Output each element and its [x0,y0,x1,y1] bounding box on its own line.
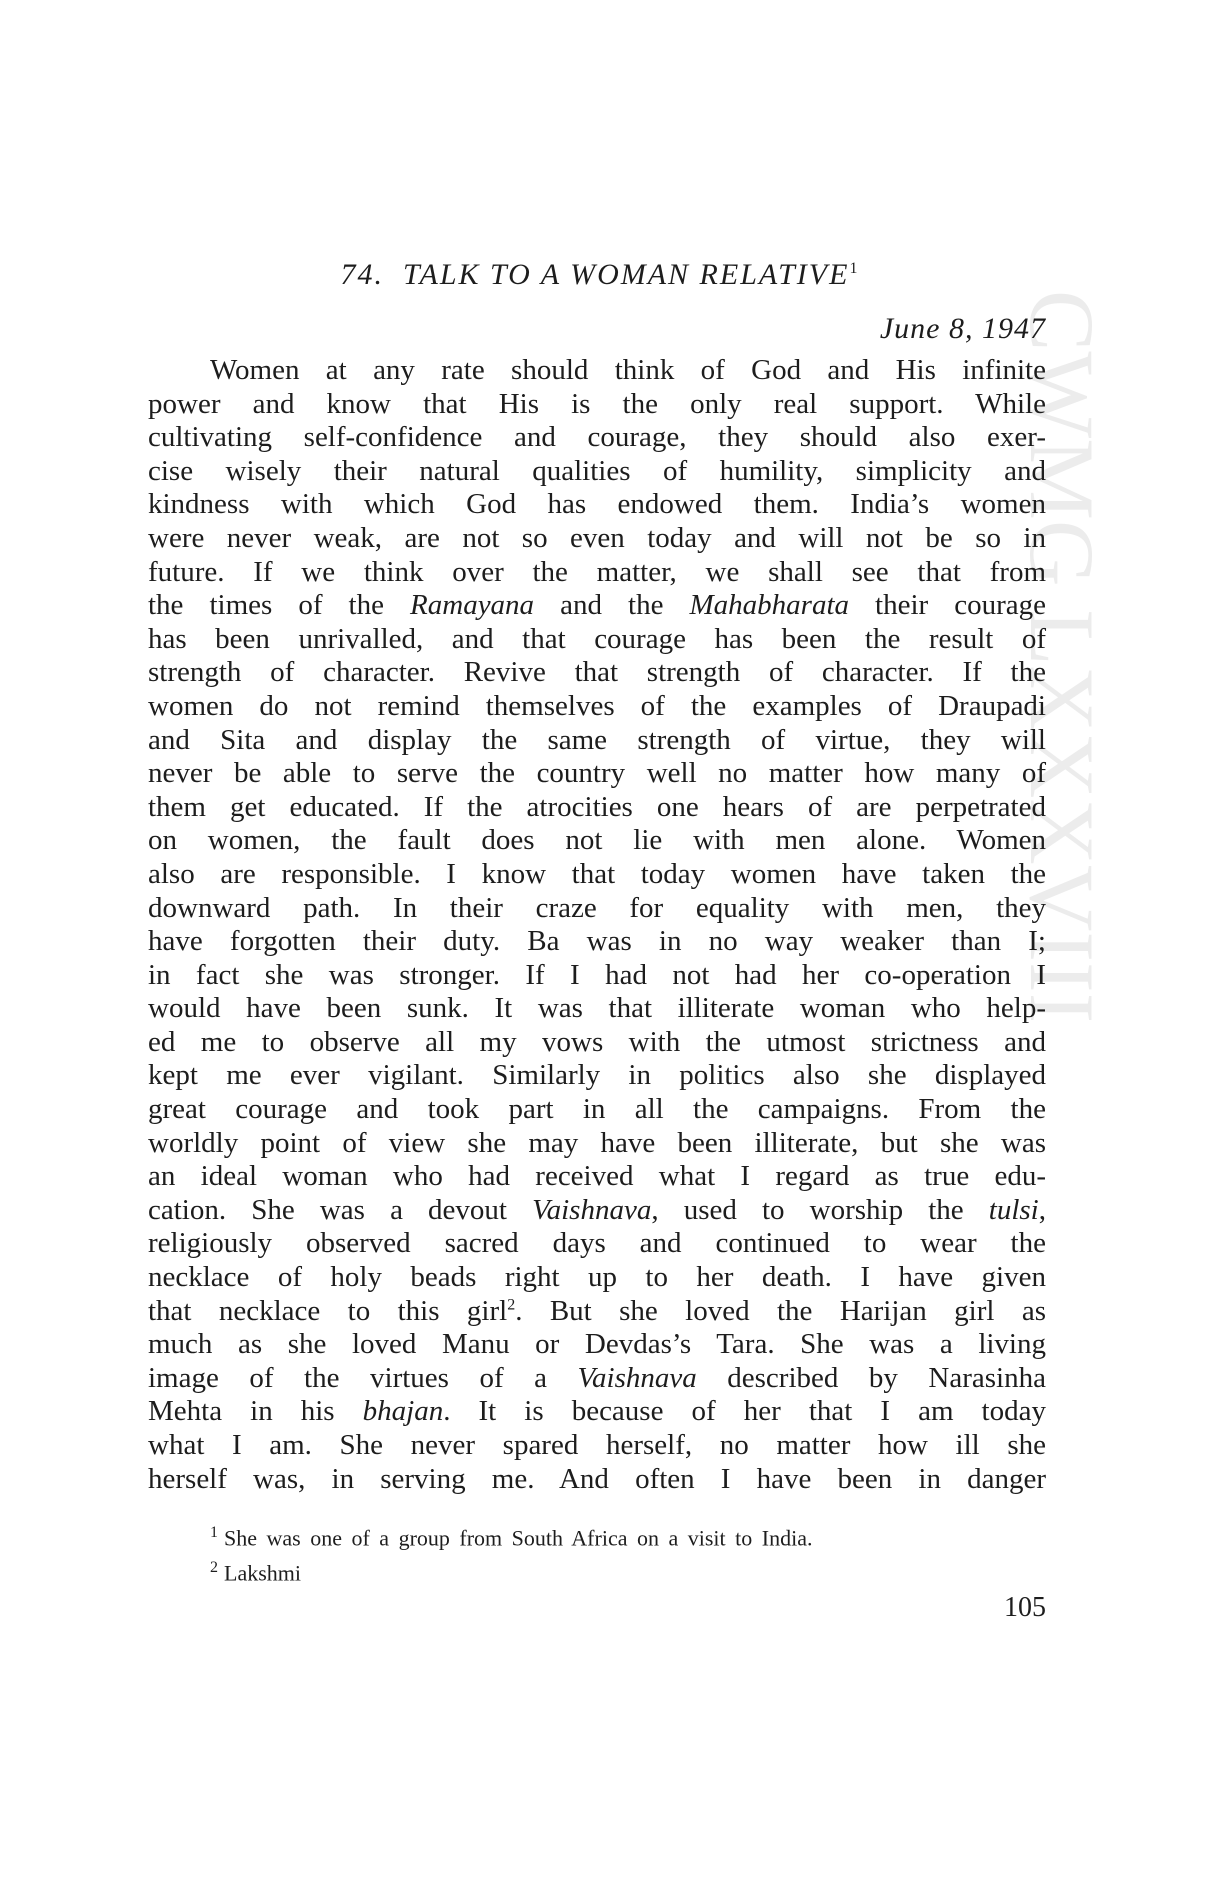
italic-term: tulsi [988,1193,1039,1226]
italic-term: Vaishnava [577,1361,697,1394]
text-segment: , used to worship the [651,1193,989,1226]
text-segment: cation. She was a devout [148,1193,533,1226]
italic-term: bhajan [362,1395,444,1428]
text-line: power and know that His is the only real support. While [148,387,1046,420]
text-line: an ideal woman who had received what I regard as true edu- [148,1160,1046,1193]
footnote [210,1518,1040,1553]
section-title: TALK TO A WOMAN RELATIVE [403,258,850,291]
text-line: women do not remind themselves of the examples of Draupadi [148,689,1046,722]
text-line: also are responsible. I know that today women have taken the [148,857,1046,890]
dateline: June 8, 1947 [879,312,1046,345]
text-segment: and the [534,589,690,622]
body-text [148,354,1046,1496]
text-line [148,1194,1046,1228]
text-segment: the times of the [148,589,411,622]
text-line: kept me ever vigilant. Similarly in politics also she displayed [148,1059,1046,1092]
text-line: downward path. In their craze for equality with men, they [148,891,1046,924]
text-segment: Mehta in his [148,1395,363,1428]
footnote-number: 1 [210,1524,218,1541]
text-line: future. If we think over the matter, we shall see that from [148,555,1046,588]
footnotes [210,1518,1040,1589]
text-line: never be able to serve the country well no matter how many of [148,757,1046,790]
text-segment: image of the virtues of a [148,1361,578,1394]
italic-term: Mahabharata [689,589,849,622]
italic-term: Ramayana [410,589,535,622]
text-line: have forgotten their duty. Ba was in no way weaker than I; [148,925,1046,958]
text-line: cise wisely their natural qualities of humility, simplicity and [148,454,1046,487]
text-line: herself was, in serving me. And often I have been in danger [148,1462,1046,1495]
text-line: great courage and took part in all the campaigns. From the [148,1093,1046,1126]
text-line: necklace of holy beads right up to her death. I have given [148,1261,1046,1294]
text-line: what I am. She never spared herself, no matter how ill she [148,1429,1046,1461]
text-line: Women at any rate should think of God and His infinite [210,354,1046,386]
text-segment: . It is because of her that I am today [443,1395,1046,1428]
text-line [148,1395,1046,1429]
italic-term: Vaishnava [532,1193,652,1226]
footnote-number: 2 [210,1559,218,1577]
footnote-text: She was one of a group from South Africa on a visit to India. [224,1525,813,1551]
text-line: in fact she was stronger. If I had not had her co-operation I [148,958,1046,991]
page-number: 105 [1004,1592,1046,1623]
text-line: religiously observed sacred days and continued to wear the [148,1227,1046,1260]
text-line: them get educated. If the atrocities one hears of are perpetrated [148,790,1046,823]
section-number: 74. [340,258,385,291]
page-title [160,258,1040,292]
text-line: has been unrivalled, and that courage has been the result of [148,622,1046,655]
text-line [148,1295,1046,1329]
text-line [148,1362,1046,1396]
text-segment: , [1038,1193,1046,1226]
text-line: worldly point of view she may have been illiterate, but she was [148,1126,1046,1159]
footnote [210,1553,1040,1588]
text-line: and Sita and display the same strength of virtue, they will [148,723,1046,756]
text-line: were never weak, are not so even today and will not be so in [148,521,1046,554]
text-line: much as she loved Manu or Devdas’s Tara. She was a living [148,1328,1046,1361]
text-line: on women, the fault does not lie with men alone. Women [148,824,1046,857]
text-line: ed me to observe all my vows with the utmost strictness and [148,1025,1046,1058]
text-segment: that necklace to this girl [148,1294,508,1327]
text-line [148,589,1046,623]
footnote-marker: 1 [849,260,860,277]
text-line: would have been sunk. It was that illiterate woman who help- [148,992,1046,1025]
text-segment: described by Narasinha [696,1361,1046,1394]
text-line: cultivating self-confidence and courage, they should also exer- [148,421,1046,454]
text-line: strength of character. Revive that strength of character. If the [148,656,1046,689]
text-line: kindness with which God has endowed them. India’s women [148,488,1046,521]
footnote-marker: 2 [507,1295,516,1313]
watermark: CWMG LXXXVIII [1011,290,1113,1024]
text-segment: . But she loved the Harijan girl as [515,1294,1046,1327]
text-segment: their courage [849,589,1047,622]
footnote-text: Lakshmi [224,1560,301,1586]
